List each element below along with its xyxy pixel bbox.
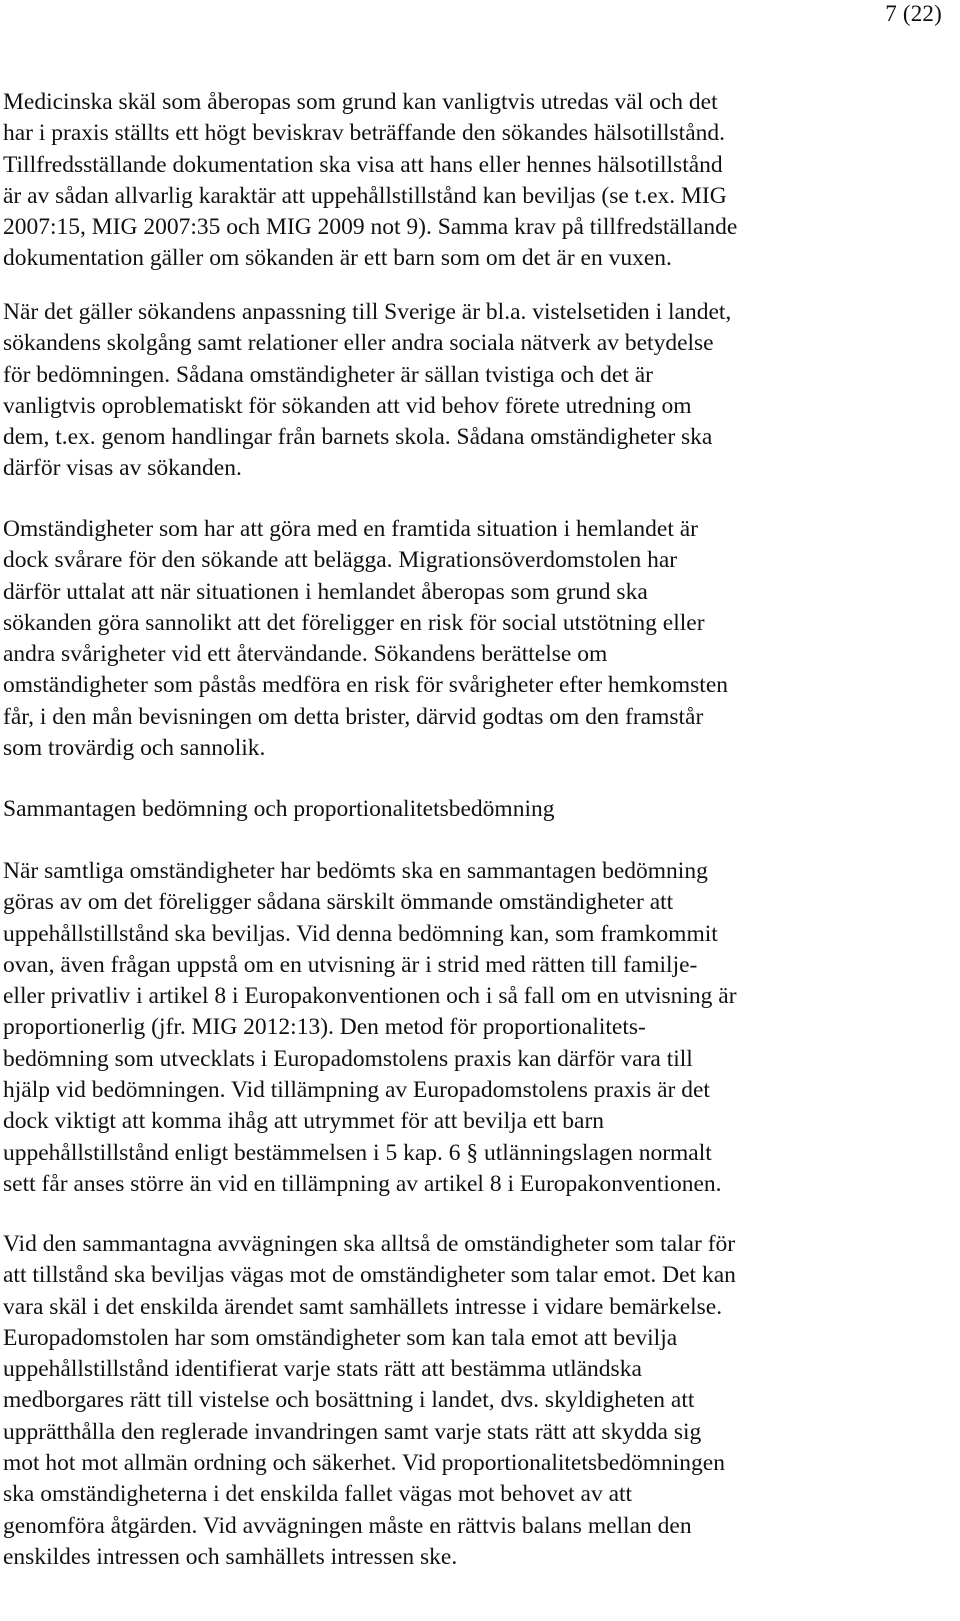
text-line: ovan, även frågan uppstå om en utvisning är i strid med rätten till familje- (3, 951, 698, 978)
text-line: mot hot mot allmän ordning och säkerhet. Vid proportionalitetsbedömningen (3, 1450, 725, 1477)
text-line: som trovärdig och sannolik. (3, 735, 266, 762)
text-line: är av sådan allvarlig karaktär att uppehållstillstånd kan beviljas (se t.ex. MIG (3, 182, 727, 209)
text-line: uppehållstillstånd enligt bestämmelsen i 5 kap. 6 § utlänningslagen normalt (3, 1139, 712, 1166)
text-line: Omständigheter som har att göra med en framtida situation i hemlandet är (3, 516, 698, 542)
text-line: får, i den mån bevisningen om detta brister, därvid godtas om den framstår (3, 703, 704, 730)
text-line: har i praxis ställts ett högt beviskrav beträffande den sökandes hälsotillstånd. (3, 120, 726, 147)
text-line: att tillstånd ska beviljas vägas mot de omständigheter som talar emot. Det kan (3, 1262, 736, 1289)
text-line: proportionerlig (jfr. MIG 2012:13). Den metod för proportionalitets- (3, 1014, 646, 1041)
text-line: hjälp vid bedömningen. Vid tillämpning av Europadomstolens praxis är det (3, 1077, 710, 1104)
text-line: eller privatliv i artikel 8 i Europakonventionen och i så fall om en utvisning är (3, 983, 737, 1010)
text-line: sett får anses större än vid en tillämpning av artikel 8 i Europakonventionen. (3, 1170, 722, 1197)
paragraph-balancing (3, 1229, 903, 1573)
paragraph-overall-assessment (3, 856, 903, 1200)
text-line: dem, t.ex. genom handlingar från barnets skola. Sådana omständigheter ska (3, 424, 713, 451)
text-line: andra svårigheter vid ett återvändande. Sökandens berättelse om (3, 641, 608, 668)
text-line: dock svårare för den sökande att belägga. Migrationsöverdomstolen har (3, 547, 678, 574)
text-line: uppehållstillstånd ska beviljas. Vid denna bedömning kan, som framkommit (3, 920, 718, 947)
paragraph-home-country (3, 514, 903, 764)
text-line: därför uttalat att när situationen i hemlandet åberopas som grund ska (3, 578, 648, 605)
text-line: Europadomstolen har som omständigheter som kan tala emot att bevilja (3, 1324, 678, 1351)
text-line: Medicinska skäl som åberopas som grund kan vanligtvis utredas väl och det (3, 89, 718, 115)
text-line: bedömning som utvecklats i Europadomstolens praxis kan därför vara till (3, 1045, 693, 1072)
text-line: vara skäl i det enskilda ärendet samt samhällets intresse i vidare bemärkelse. (3, 1293, 723, 1320)
text-line: upprätthålla den reglerade invandringen samt varje stats rätt att skydda sig (3, 1418, 702, 1445)
text-line: När samtliga omständigheter har bedömts ska en sammantagen bedömning (3, 858, 708, 884)
page-number: 7 (22) (885, 1, 942, 26)
text-line: medborgares rätt till vistelse och bosättning i landet, dvs. skyldigheten att (3, 1387, 695, 1414)
text-line: därför visas av sökanden. (3, 455, 242, 482)
text-line: genomföra åtgärden. Vid avvägningen måste en rättvis balans mellan den (3, 1512, 692, 1539)
text-line: uppehållstillstånd identifierat varje stats rätt att bestämma utländska (3, 1356, 642, 1383)
text-line: Vid den sammantagna avvägningen ska alltså de omständigheter som talar för (3, 1231, 736, 1257)
text-line: sökandens skolgång samt relationer eller andra sociala nätverk av betydelse (3, 330, 714, 357)
section-heading: Sammantagen bedömning och proportionalitetsbedömning (3, 796, 555, 822)
text-line: enskildes intressen och samhällets intressen ske. (3, 1543, 458, 1570)
text-line: När det gäller sökandens anpassning till Sverige är bl.a. vistelsetiden i landet, (3, 299, 732, 325)
text-line: dock viktigt att komma ihåg att utrymmet för att bevilja ett barn (3, 1108, 605, 1135)
text-line: omständigheter som påstås medföra en risk för svårigheter efter hemkomsten (3, 672, 729, 699)
text-line: göras av om det föreligger sådana särskilt ömmande omständigheter att (3, 889, 674, 916)
text-line: ska omständigheterna i det enskilda fallet vägas mot behovet av att (3, 1481, 633, 1508)
text-line: 2007:15, MIG 2007:35 och MIG 2009 not 9). Samma krav på tillfredställande (3, 214, 738, 241)
text-line: vanligtvis oproblematiskt för sökanden att vid behov förete utredning om (3, 392, 692, 419)
text-line: för bedömningen. Sådana omständigheter är sällan tvistiga och det är (3, 361, 653, 388)
text-line: Tillfredsställande dokumentation ska visa att hans eller hennes hälsotillstånd (3, 151, 723, 178)
text-line: sökanden göra sannolikt att det föreligger en risk för social utstötning eller (3, 609, 705, 636)
text-line: dokumentation gäller om sökanden är ett barn som om det är en vuxen. (3, 245, 672, 272)
paragraph-adaptation (3, 297, 903, 485)
paragraph-medical-grounds (3, 87, 903, 275)
